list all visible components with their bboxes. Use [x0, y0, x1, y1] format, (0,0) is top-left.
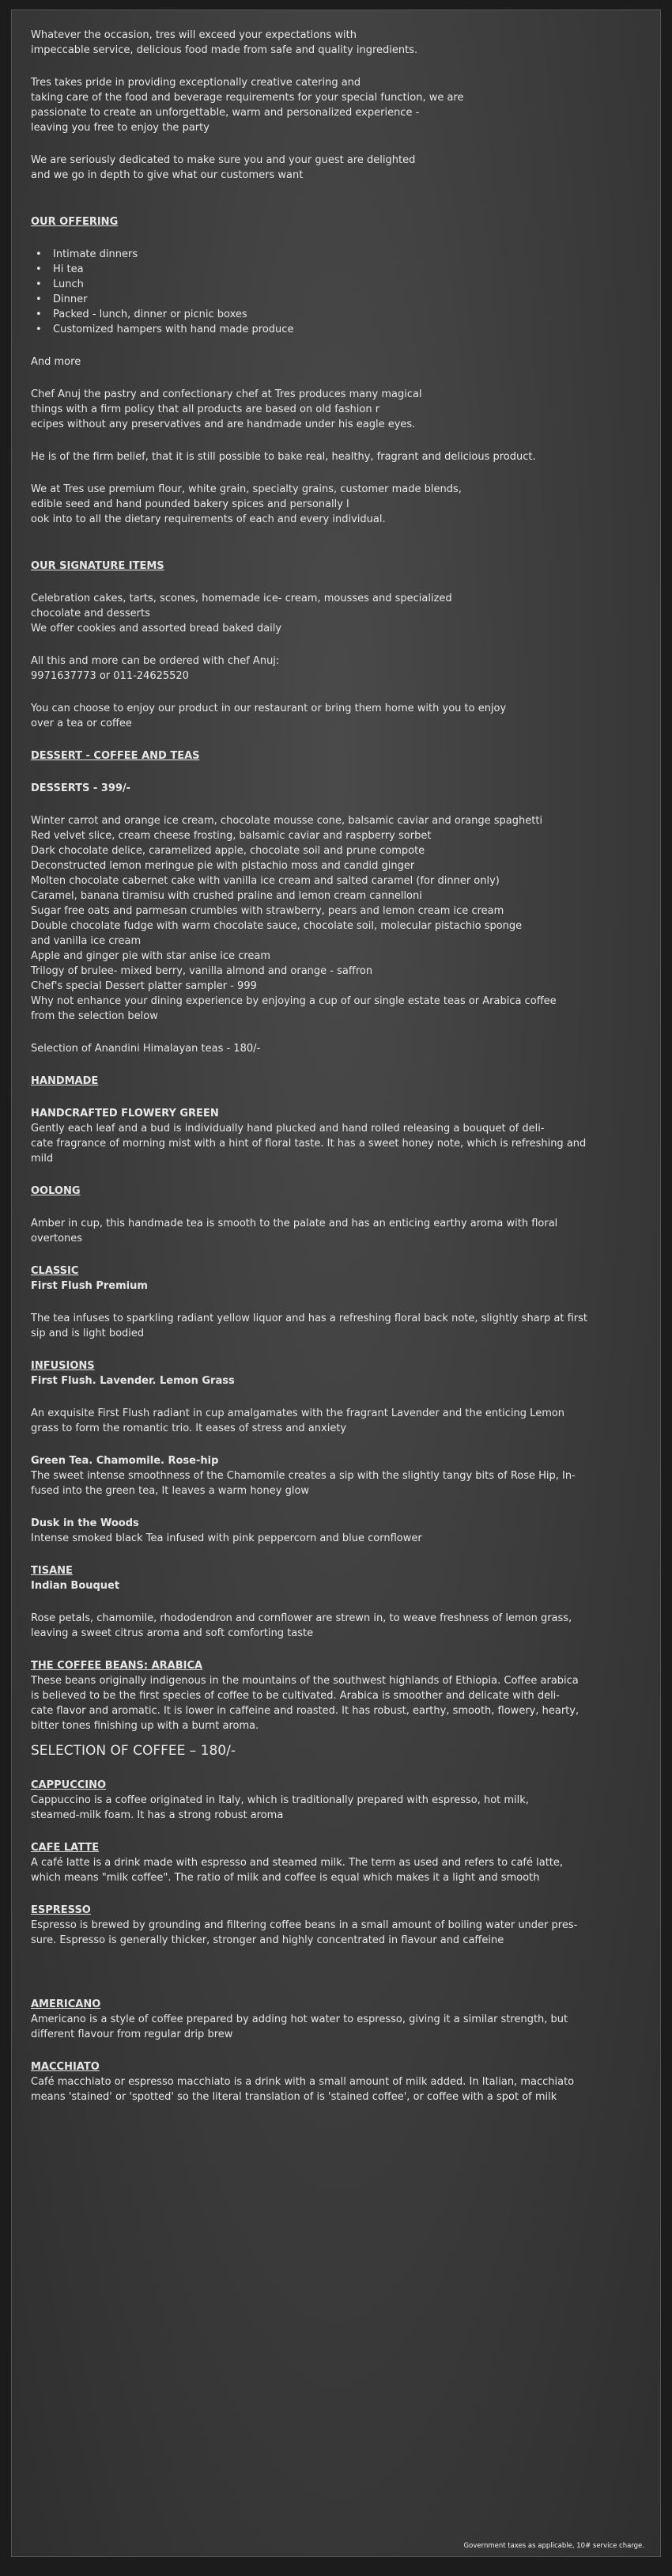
menu-content	[31, 28, 640, 2104]
infusion-title: Dusk in the Woods	[31, 1517, 139, 1529]
coffee-description: Café macchiato or espresso macchiato is a drink with a small amount of milk added. In Italian, macchiato means 'stained' or 'spotted' so the literal translation of is 'stained coffee', or coffee with a spot of milk	[31, 2076, 575, 2103]
chalkboard-menu	[11, 9, 661, 2557]
tea-heading-tisane: TISANE	[31, 1565, 73, 1577]
tea-description: Rose petals, chamomile, rhododendron and cornflower are strewn in, to weave freshness of lemon grass, leaving a sweet citrus aroma and soft comforting taste	[31, 1612, 572, 1639]
dessert-item: Caramel, banana tiramisu with crushed praline and lemon cream cannelloni	[31, 890, 422, 902]
tea-selection-title: Selection of Anandini Himalayan teas - 180/-	[31, 1043, 261, 1055]
coffee-description: Espresso is brewed by grounding and filtering coffee beans in a small amount of boiling water under pres- sure. Espresso is generally thicker, stronger and highly concentrated in flavour and caffeine	[31, 1919, 578, 1946]
list-item: • Packed - lunch, dinner or picnic boxes	[36, 307, 640, 322]
dessert-list	[31, 813, 640, 1024]
signature-paragraph: Celebration cakes, tarts, scones, homemade ice- cream, mousses and specialized chocolate and desserts We offer cookies and assorted bread baked daily	[31, 593, 452, 635]
coffee-beans-heading: THE COFFEE BEANS: ARABICA	[31, 1660, 203, 1672]
chef-paragraph: Chef Anuj the pastry and confectionary chef at Tres produces many magical things with a firm policy that all products are based on old fashion r ecipes without any preservatives and are handmade under his eagle eyes.	[31, 388, 422, 430]
tea-description: An exquisite First Flush radiant in cup amalgamates with the fragrant Lavender and the enticing Lemon grass to form the romantic trio. It eases of stress and anxiety	[31, 1407, 565, 1434]
coffee-heading-cafe-latte: CAFE LATTE	[31, 1842, 100, 1854]
coffee-heading-americano: AMERICANO	[31, 1998, 101, 2010]
tea-description: The tea infuses to sparkling radiant yellow liquor and has a refreshing floral back note, slightly sharp at first sip and is light bodied	[31, 1313, 587, 1339]
dessert-item: Apple and ginger pie with star anise ice cream	[31, 950, 271, 962]
dessert-item: Deconstructed lemon meringue pie with pistachio moss and candid ginger	[31, 860, 415, 872]
coffee-description: Cappuccino is a coffee originated in Italy, which is traditionally prepared with espresso, hot milk, steamed-milk foam. It has a strong robust aroma	[31, 1794, 529, 1821]
coffee-heading-cappuccino: CAPPUCCINO	[31, 1779, 107, 1791]
enjoy-paragraph: You can choose to enjoy our product in our restaurant or bring them home with you to enjoy over a tea or coffee	[31, 703, 507, 729]
dessert-item: Molten chocolate cabernet cake with vanilla ice cream and salted caramel (for dinner only)	[31, 875, 500, 887]
dessert-item: Trilogy of brulee- mixed berry, vanilla almond and orange - saffron	[31, 965, 373, 977]
intro-paragraph: Whatever the occasion, tres will exceed your expectations with impeccable service, delicious food made from safe and quality ingredients.	[31, 29, 418, 56]
dessert-item: Sugar free oats and parmesan crumbles with strawberry, pears and lemon cream ice cream	[31, 905, 504, 917]
coffee-heading-macchiato: MACCHIATO	[31, 2061, 100, 2073]
dessert-item: Red velvet slice, cream cheese frosting, balsamic caviar and raspberry sorbet	[31, 830, 432, 842]
belief-paragraph: He is of the firm belief, that it is still possible to bake real, healthy, fragrant and delicious product.	[31, 451, 536, 463]
dessert-item: Double chocolate fudge with warm chocolate sauce, chocolate soil, molecular pistachio sponge and vanilla ice cream	[31, 920, 523, 947]
infusion-description: The sweet intense smoothness of the Chamomile creates a sip with the slightly tangy bits of Rose Hip, In- fused into the green tea, It leaves a warm honey glow	[31, 1470, 576, 1497]
list-item: • Customized hampers with hand made produce	[36, 322, 640, 337]
ingredients-paragraph: We at Tres use premium flour, white grain, specialty grains, customer made blends, edible seed and hand pounded bakery spices and personally l ook into to all the dietary requirements of each and every individual.	[31, 483, 462, 525]
section-heading-signature: OUR SIGNATURE ITEMS	[31, 560, 164, 572]
coffee-selection-title: SELECTION OF COFFEE – 180/-	[31, 1743, 236, 1759]
dessert-item: Dark chocolate delice, caramelized apple, chocolate soil and prune compote	[31, 845, 425, 857]
coffee-heading-espresso: ESPRESSO	[31, 1904, 91, 1916]
list-item: • Hi tea	[36, 262, 640, 277]
tea-heading-handmade: HANDMADE	[31, 1075, 99, 1087]
section-heading-offering: OUR OFFERING	[31, 216, 119, 228]
offering-list	[31, 247, 640, 337]
dessert-item: Chef's special Dessert platter sampler - 999	[31, 980, 257, 992]
list-item: • Intimate dinners	[36, 247, 640, 262]
section-heading-dessert: DESSERT - COFFEE AND TEAS	[31, 750, 200, 762]
tea-heading-infusions: INFUSIONS	[31, 1360, 95, 1372]
tea-subtitle: First Flush Premium	[31, 1280, 148, 1292]
coffee-beans-description: These beans originally indigenous in the mountains of the southwest highlands of Ethiopia. Coffee arabica is believed to be the first species of coffee to be cultivated. Arabica is smoother and delicate with deli- cate flavor and aromatic. It is lower in caffeine and roasted. It has robust, earthy, smooth, flowery, hearty, bitter tones finishing up with a burnt aroma.	[31, 1675, 580, 1732]
desserts-heading: DESSERTS - 399/-	[31, 782, 131, 794]
tea-title: HANDCRAFTED FLOWERY GREEN	[31, 1108, 219, 1119]
tea-heading-oolong: OOLONG	[31, 1185, 81, 1197]
tea-description: Gently each leaf and a bud is individually hand plucked and hand rolled releasing a bouquet of deli- cate fragrance of morning mist with a hint of floral taste. It has a sweet honey note, which is refreshing and mild	[31, 1123, 587, 1165]
infusion-description: Intense smoked black Tea infused with pink peppercorn and blue cornflower	[31, 1532, 422, 1544]
tea-description: Amber in cup, this handmade tea is smooth to the palate and has an enticing earthy aroma with floral overtones	[31, 1218, 558, 1244]
and-more-text: And more	[31, 356, 81, 368]
tea-subtitle: Indian Bouquet	[31, 1580, 120, 1592]
tea-heading-classic: CLASSIC	[31, 1265, 79, 1277]
order-contact: All this and more can be ordered with chef Anuj: 9971637773 or 011-24625520	[31, 655, 280, 682]
tax-footnote: Government taxes as applicable, 10# service charge.	[463, 2542, 644, 2550]
list-item: • Lunch	[36, 277, 640, 292]
intro-paragraph: Tres takes pride in providing exceptionally creative catering and taking care of the food and beverage requirements for your special function, we are passionate to create an unforgettable, warm and personalized experience - leaving you free to enjoy the party	[31, 77, 464, 134]
dessert-item: Winter carrot and orange ice cream, chocolate mousse cone, balsamic caviar and orange spaghetti	[31, 815, 543, 827]
coffee-description: A café latte is a drink made with espresso and steamed milk. The term as used and refers to café latte, which means "milk coffee". The ratio of milk and coffee is equal which makes it a light and smooth	[31, 1857, 564, 1884]
tea-subtitle: First Flush. Lavender. Lemon Grass	[31, 1375, 235, 1387]
list-item: • Dinner	[36, 292, 640, 307]
coffee-description: Americano is a style of coffee prepared by adding hot water to espresso, giving it a similar strength, but different flavour from regular drip brew	[31, 2013, 568, 2040]
intro-paragraph: We are seriously dedicated to make sure you and your guest are delighted and we go in depth to give what our customers want	[31, 154, 416, 181]
infusion-title: Green Tea. Chamomile. Rose-hip	[31, 1455, 219, 1467]
enhance-note: Why not enhance your dining experience by enjoying a cup of our single estate teas or Arabica coffee from the selection below	[31, 995, 557, 1022]
